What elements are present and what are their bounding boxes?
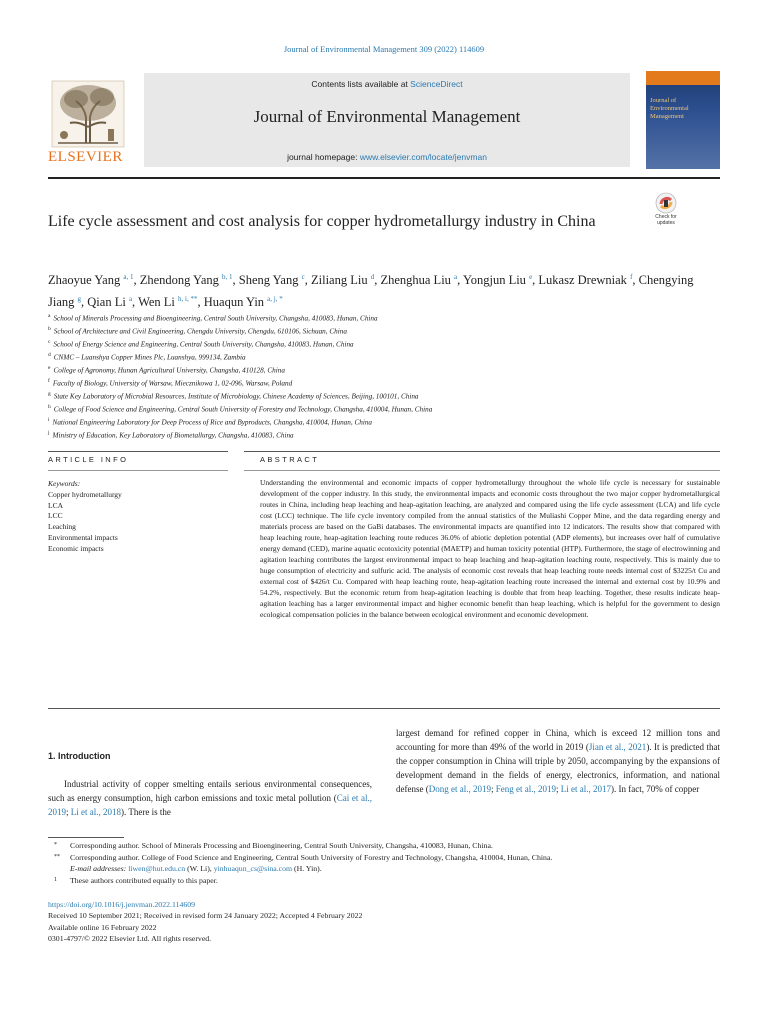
author[interactable] <box>140 273 233 287</box>
affiliation-item <box>48 428 720 441</box>
header-divider <box>48 177 720 179</box>
author-name: Zhaoyue Yang <box>48 273 121 288</box>
journal-title: Journal of Environmental Management <box>253 107 521 126</box>
affiliation-letter: d <box>48 351 51 358</box>
citation-link[interactable]: Dong et al., 2019 <box>428 784 491 794</box>
author-affiliation-marker[interactable]: h, i, ** <box>178 295 198 304</box>
article-title: Life cycle assessment and cost analysis for copper hydrometallurgy industry in China <box>48 213 596 230</box>
footnote-divider <box>48 837 124 838</box>
intro-left-column: Industrial activity of copper smelting entails serious environmental consequences, such as energy consumption, high carbon emissions and toxic metal pollution (Cai et al., 2019; Li et al., 2018). There is the <box>48 779 372 817</box>
affiliation-item <box>48 324 720 337</box>
author[interactable] <box>48 273 133 287</box>
footnote-emails: E-mail addresses: liwen@hut.edu.cn (W. Li), yinhuaqun_cs@sina.com (H. Yin). <box>70 864 322 873</box>
affiliation-text: Faculty of Biology, University of Warsaw, Miecznikowa 1, 02-096, Warsaw, Poland <box>52 379 293 388</box>
citation-link[interactable]: Li et al., 2018 <box>70 807 122 817</box>
affiliation-item <box>48 389 720 402</box>
affiliation-letter: i <box>48 416 50 423</box>
abstract-subdivider <box>244 470 720 471</box>
author[interactable] <box>87 295 132 309</box>
keyword-list <box>48 490 228 555</box>
affiliation-item <box>48 402 720 415</box>
author-list: Zhaoyue Yang $^{a, 1}$, Zhendong Yang $^{b, 1}$, Sheng Yang $^c$, Ziliang Liu $^d$, Zhenghua Liu $^a$, Yongjun Liu $^e$, Lukasz Drewniak $^f$, Chengying Jiang $^g$, Qian Li $^a$, Wen Li $^{h, i, **}$, Huaqun Yin $^{a, j, *}$ <box>48 273 694 310</box>
affiliation-text: State Key Laboratory of Microbial Resources, Institute of Microbiology, Chinese Academy of Sciences, Beijing, 100101, China <box>53 392 419 401</box>
email-link[interactable]: yinhuaqun_cs@sina.com <box>213 864 293 873</box>
citation-link[interactable]: Feng et al., 2019 <box>495 784 556 794</box>
journal-citation[interactable]: Journal of Environmental Management 309 (2022) 114609 <box>283 44 485 54</box>
author-name: Qian Li <box>87 295 126 310</box>
author-name: Huaqun Yin <box>203 295 265 310</box>
check-updates-label: Check for updates <box>655 214 677 226</box>
affiliation-letter: c <box>48 338 51 345</box>
journal-cover-thumbnail[interactable] <box>646 71 720 169</box>
author-name: Chengying Jiang <box>48 273 694 310</box>
affiliation-item <box>48 363 720 376</box>
affiliation-letter: e <box>48 364 51 371</box>
affiliation-letter: b <box>48 325 51 332</box>
author-name: Zhendong Yang <box>139 273 219 288</box>
author[interactable] <box>538 273 632 287</box>
author-affiliation-marker[interactable]: a, j, * <box>267 295 283 304</box>
affiliation-text: Ministry of Education, Key Laboratory of Biometallurgy, Changsha, 410083, China <box>52 431 294 440</box>
affiliation-item <box>48 376 720 389</box>
author-affiliation-marker[interactable]: a, 1 <box>123 273 134 281</box>
affiliation-text: School of Minerals Processing and Bioengineering, Central South University, Changsha, 410083, Hunan, China <box>53 314 378 323</box>
masthead-banner <box>144 73 630 167</box>
cover-title: Journal of Environmental Management <box>650 97 689 120</box>
author-name: Wen Li <box>138 295 175 310</box>
author-affiliation-marker[interactable]: b, 1 <box>222 273 233 281</box>
footnote-equal-contribution: 1 These authors contributed equally to this paper. <box>54 875 218 885</box>
article-info-subdivider <box>48 470 228 471</box>
author[interactable] <box>138 295 197 309</box>
author[interactable] <box>380 273 457 287</box>
abstract-heading: ABSTRACT <box>260 455 320 464</box>
homepage-line: journal homepage: www.elsevier.com/locate/jenvman <box>287 152 487 162</box>
author-name: Sheng Yang <box>238 273 299 288</box>
footnotes <box>48 840 720 886</box>
affiliation-item <box>48 415 720 428</box>
email-link[interactable]: liwen@hut.edu.cn <box>128 864 186 873</box>
affiliation-item <box>48 337 720 350</box>
author-affiliation-marker[interactable]: c <box>301 273 305 281</box>
author-name: Ziliang Liu <box>310 273 368 288</box>
affiliation-text: National Engineering Laboratory for Deep Process of Rice and Byproducts, Changsha, 410004, Hunan, China <box>52 418 373 427</box>
check-updates-icon <box>648 192 684 216</box>
author-affiliation-marker[interactable]: d <box>370 273 375 281</box>
citation-link[interactable]: Li et al., 2017 <box>560 784 612 794</box>
author[interactable] <box>239 273 305 287</box>
keyword-item: Environmental impacts <box>48 532 118 542</box>
article-info-divider <box>48 451 228 452</box>
masthead <box>48 71 720 169</box>
affiliation-letter: j <box>48 429 50 436</box>
online-date: Available online 16 February 2022 <box>48 922 157 932</box>
abstract-divider <box>244 451 720 452</box>
keyword-item: LCC <box>48 511 63 521</box>
affiliation-letter: h <box>48 403 51 410</box>
check-for-updates-button[interactable] <box>648 192 684 232</box>
affiliation-text: School of Architecture and Civil Engineering, Chengdu University, Chengdu, 610106, Sichuan, China <box>53 327 347 336</box>
author-affiliation-marker[interactable]: f <box>630 273 633 281</box>
article-info-heading: ARTICLE INFO <box>48 455 129 464</box>
citation-link[interactable]: Cai et al., 2019 <box>48 793 372 817</box>
affiliation-item <box>48 311 720 324</box>
affiliation-list <box>48 311 720 441</box>
keywords-block <box>48 479 228 555</box>
elsevier-wordmark: ELSEVIER <box>48 149 123 165</box>
affiliation-text: College of Agronomy, Hunan Agricultural University, Changsha, 410128, China <box>53 366 285 375</box>
body-divider <box>48 708 720 709</box>
author-name: Zhenghua Liu <box>380 273 451 288</box>
intro-right-column: largest demand for refined copper in China, which is exceed 12 million tons and accounting for more than 49% of the world in 2019 (Jian et al., 2021). It is predicted that the copper consumption in China will triple by 2050, accompanying by the expansions of development demand in the fields of energy, electronics, information, and national defense (Dong et al., 2019; Feng et al., 2019; Li et al., 2017). In fact, 70% of copper <box>396 728 720 794</box>
author-affiliation-marker[interactable]: g <box>77 295 82 304</box>
author-name: Yongjun Liu <box>462 273 526 288</box>
affiliation-letter: g <box>48 390 51 397</box>
abstract-text: Understanding the environmental and economic impacts of copper hydrometallurgy throughout the whole life cycle is necessary for sustainable development of the copper industry. In this study, the environmental impacts and economic costs throughout the two major copper hydrometallurgical routes in China, including heap leaching and heap-agitation leaching, are analyzed and compared using the life cycle assessment (LCA) and life cycle cost (LCC) technique. The life cycle inventory compiled from the annual statistics of the Muliashi Copper Mine, and the data regarding energy and materials process are based on the GaBi databases. The environmental impacts are quantified into 12 indicators. The results show that compared with heap leaching route, heap-agitation leaching route reduces 36.0% of abiotic depletion potential (ADP elements), but increases over half of cumulative energy demand (CED), marine aquatic ecotoxicity potential (MAETP) and human toxicity potential (HTP). Furthermore, the stage of electrowinning and agitation leaching contributes the largest environmental impact to heap leaching and heap-agitation leaching route, respectively. This is mainly due to huge consumption of electricity and sulfuric acid. The analysis of economic cost reveals that heap leaching route needs internal cost of $3225/t Cu and external cost of $426/t Cu. Compared with heap leaching route, heap-agitation leaching route increased the internal and external cost by 10.9% and 54.2%, respectively. But the economic return from heap-agitation leaching is double that from heap leaching. Together, these results indicate heap-agitation leaching has a larger environmental impact and higher economic benefit than heap leaching, which is helpful for the government to design ecological compensation policies in the balance between ecological environment and economic development. <box>260 478 720 619</box>
author[interactable] <box>463 273 532 287</box>
author-name: Lukasz Drewniak <box>538 273 627 288</box>
affiliation-item <box>48 350 720 363</box>
footnote-corresponding-1: * Corresponding author. School of Minerals Processing and Bioengineering, Central South University, Changsha, 410083, Hunan, China. <box>54 841 493 850</box>
cover-top-bar <box>646 71 720 85</box>
doi-link[interactable]: https://doi.org/10.1016/j.jenvman.2022.114609 <box>48 900 196 909</box>
keyword-item: Copper hydrometallurgy <box>48 489 122 499</box>
author[interactable] <box>311 273 374 287</box>
sciencedirect-link[interactable]: ScienceDirect <box>410 79 463 89</box>
affiliation-text: College of Food Science and Engineering, Central South University of Forestry and Technology, Changsha, 410004, Hunan, China <box>53 405 433 414</box>
keyword-item: Leaching <box>48 522 76 532</box>
received-dates: Received 10 September 2021; Received in revised form 24 January 2022; Accepted 4 February 2022 <box>48 911 363 921</box>
copyright: 0301-4797/© 2022 Elsevier Ltd. All rights reserved. <box>48 933 212 943</box>
introduction-heading: 1. Introduction <box>48 751 111 761</box>
affiliation-letter: a <box>48 313 51 319</box>
keyword-item: Economic impacts <box>48 543 104 553</box>
author-affiliation-marker[interactable]: e <box>529 273 533 281</box>
homepage-link[interactable]: www.elsevier.com/locate/jenvman <box>359 152 487 162</box>
keyword-item: LCA <box>48 500 63 510</box>
affiliation-text: School of Energy Science and Engineering, Central South University, Changsha, 410083, Hunan, China <box>53 340 354 349</box>
affiliation-text: CNMC – Luanshya Copper Mines Plc, Luanshya, 999134, Zambia <box>53 353 246 362</box>
footnote-corresponding-2: ** Corresponding author. College of Food Science and Engineering, Central South University of Forestry and Technology, Changsha, 410004, Hunan, China. <box>54 852 553 862</box>
article-front-matter <box>48 899 720 944</box>
author-affiliation-marker[interactable]: a <box>128 295 133 304</box>
author[interactable] <box>204 295 283 309</box>
author-affiliation-marker[interactable]: a <box>454 273 458 281</box>
contents-line: Contents lists available at ScienceDirect <box>311 79 463 89</box>
keywords-title: Keywords: <box>48 479 81 488</box>
citation-link[interactable]: Jian et al., 2021 <box>588 742 647 752</box>
affiliation-letter: f <box>48 377 50 384</box>
